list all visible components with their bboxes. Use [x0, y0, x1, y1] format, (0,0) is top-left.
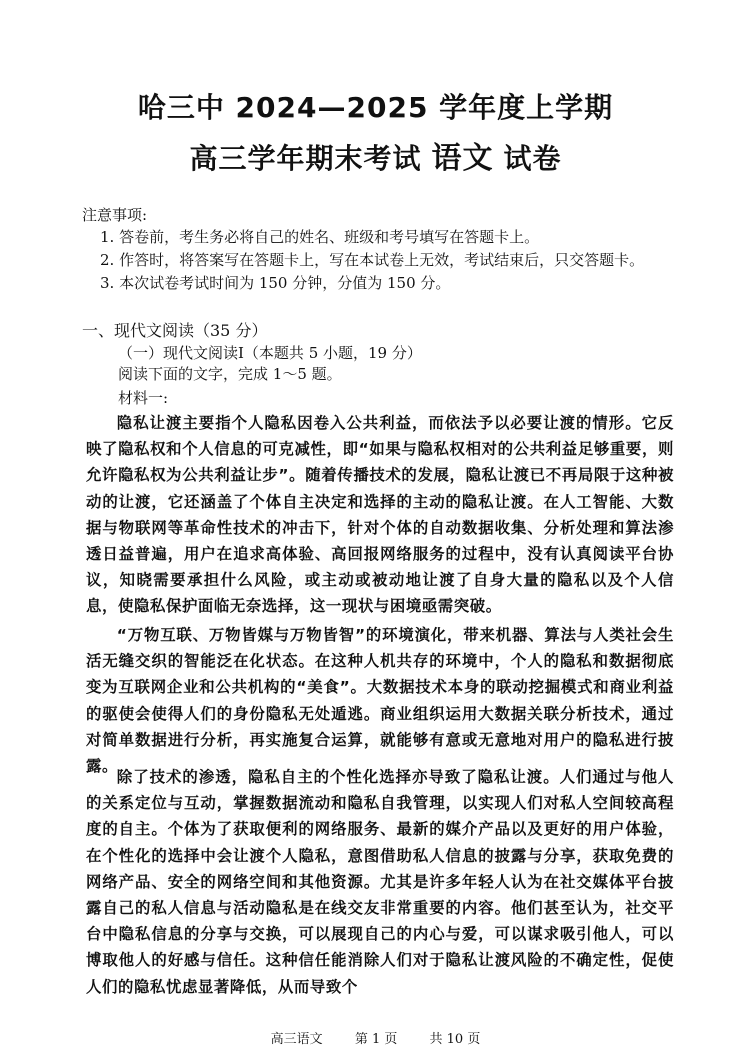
passage-paragraph: “万物互联、万物皆媒与万物皆智”的环境演化，带来机器、算法与人类社会生活无缝交织的智能泛在化状态。在这种人机共存的环境中，个人的隐私和数据彻底变为互联网企业和公共机构的“美食”。大数据技术本身的联动挖掘模式和商业利益的驱使会使得人们的身份隐私无处遁逃。商业组织运用大数据关联分析技术，通过对简单数据进行分析，再实施复合运算，就能够有意或无意地对用户的隐私进行披露。	[86, 626, 674, 776]
section-subheading: （一）现代文阅读Ⅰ（本题共 5 小题，19 分）	[118, 344, 422, 362]
note-item: 2. 作答时，将答案写在答题卡上，写在本试卷上无效，考试结束后，只交答题卡。	[100, 251, 645, 269]
reading-instruction: 阅读下面的文字，完成 1～5 题。	[118, 365, 342, 383]
title-prefix: 高三学年期末考试	[189, 142, 422, 175]
title-suffix: 试卷	[503, 142, 562, 175]
exam-title-line1: 哈三中 2024—2025 学年度上学期	[137, 91, 614, 124]
footer-page-number: 第 1 页	[354, 1032, 398, 1047]
material-label: 材料一:	[118, 389, 169, 407]
exam-title-line2	[0, 133, 751, 177]
note-item: 3. 本次试卷考试时间为 150 分钟，分值为 150 分。	[100, 274, 451, 292]
page-footer	[0, 1028, 751, 1047]
title-subject: 语文	[431, 141, 494, 176]
note-item: 1. 答卷前，考生务必将自己的姓名、班级和考号填写在答题卡上。	[100, 228, 540, 246]
footer-subject: 高三语文	[270, 1032, 323, 1047]
passage-paragraph: 隐私让渡主要指个人隐私因卷入公共利益，而依法予以必要让渡的情形。它反映了隐私权和个人信息的可克减性，即“如果与隐私权相对的公共利益足够重要，则允许隐私权为公共利益让步”。随着传播技术的发展，隐私让渡已不再局限于这种被动的让渡，它还涵盖了个体自主决定和选择的主动的隐私让渡。在人工智能、大数据与物联网等革命性技术的冲击下，针对个体的自动数据收集、分析处理和算法渗透日益普遍，用户在追求高体验、高回报网络服务的过程中，没有认真阅读平台协议，知晓需要承担什么风险，或主动或被动地让渡了自身大量的隐私以及个人信息，使隐私保护面临无奈选择，这一现状与困境亟需突破。	[86, 414, 674, 616]
section-heading: 一、现代文阅读（35 分）	[82, 321, 268, 340]
footer-total-pages: 共 10 页	[429, 1032, 481, 1047]
passage-paragraph: 除了技术的渗透，隐私自主的个性化选择亦导致了隐私让渡。人们通过与他人的关系定位与互动，掌握数据流动和隐私自我管理，以实现人们对私人空间较高程度的自主。个体为了获取便利的网络服务、最新的媒介产品以及更好的用户体验，在个性化的选择中会让渡个人隐私，意图借助私人信息的披露与分享，获取免费的网络产品、安全的网络空间和其他资源。尤其是许多年轻人认为在社交媒体平台披露自己的私人信息与活动隐私是在线交友非常重要的内容。他们甚至认为，社交平台中隐私信息的分享与交换，可以展现自己的内心与爱，可以谋求吸引他人，可以博取他人的好感与信任。这种信任能消除人们对于隐私让渡风险的不确定性，促使人们的隐私忧虑显著降低，从而导致个	[86, 768, 674, 996]
notes-heading: 注意事项:	[82, 206, 148, 224]
